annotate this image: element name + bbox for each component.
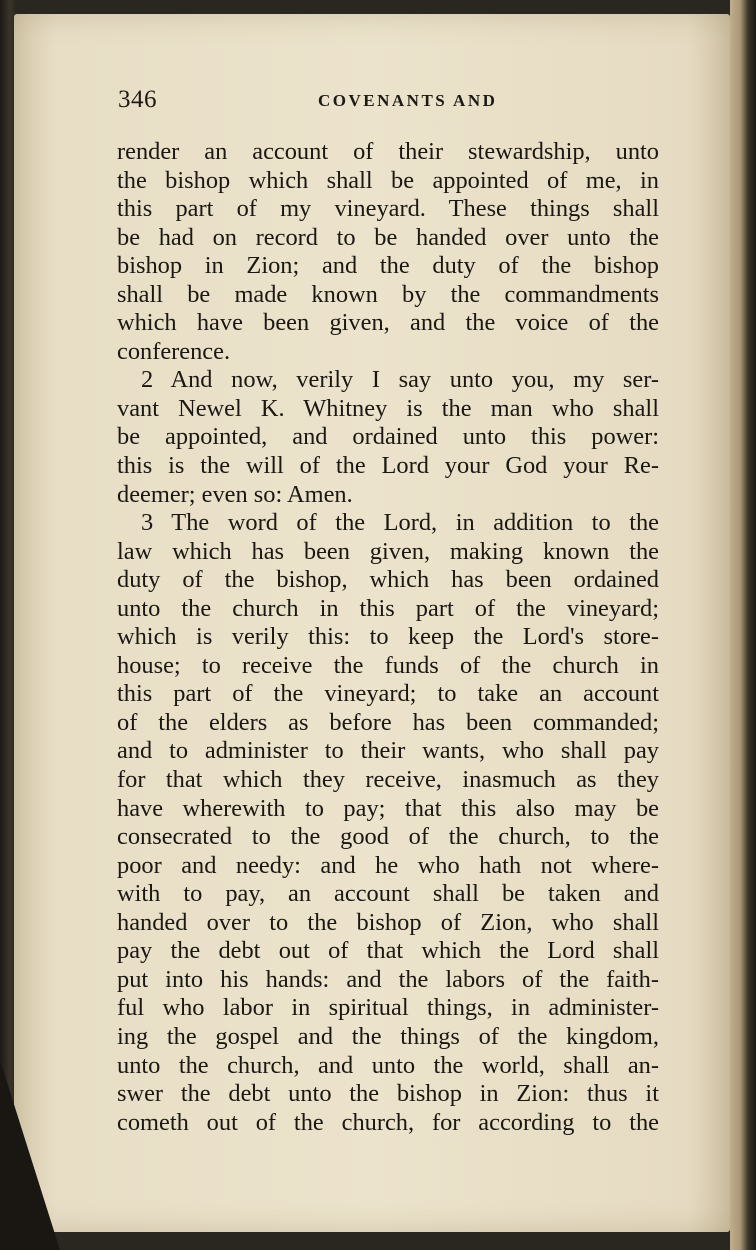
- text-line: poor and needy: and he who hath not where-: [117, 851, 659, 879]
- page-number: 346: [118, 86, 157, 113]
- text-line: have wherewith to pay; that this also may be: [117, 794, 659, 822]
- text-line: bishop in Zion; and the duty of the bishop: [117, 252, 659, 280]
- text-line: be had on record to be handed over unto the: [117, 223, 659, 251]
- text-line: and to administer to their wants, who shall pay: [117, 737, 659, 765]
- text-line: handed over to the bishop of Zion, who shall: [117, 908, 659, 936]
- text-line: which is verily this: to keep the Lord's store-: [117, 623, 659, 651]
- text-line: this part of the vineyard; to take an account: [117, 680, 659, 708]
- text-line: ing the gospel and the things of the kingdom,: [117, 1022, 659, 1050]
- text-line: conference.: [117, 337, 231, 365]
- text-line: with to pay, an account shall be taken and: [117, 880, 659, 908]
- text-line: law which has been given, making known the: [117, 537, 659, 565]
- worn-corner: [0, 1060, 60, 1250]
- page-edge: [730, 0, 756, 1250]
- page-header: [118, 86, 658, 122]
- text-line: duty of the bishop, which has been ordained: [117, 566, 659, 594]
- text-line: ful who labor in spiritual things, in administer-: [117, 994, 659, 1022]
- text-line: of the elders as before has been commanded;: [117, 708, 659, 736]
- text-line: be appointed, and ordained unto this power:: [117, 423, 659, 451]
- text-line: put into his hands: and the labors of the faith-: [117, 965, 659, 993]
- body-text: [117, 138, 659, 1137]
- text-line: deemer; even so: Amen.: [117, 480, 353, 508]
- text-line: pay the debt out of that which the Lord shall: [117, 937, 659, 965]
- text-line: swer the debt unto the bishop in Zion: thus it: [117, 1080, 659, 1108]
- text-line: render an account of their stewardship, unto: [117, 138, 659, 165]
- text-line: consecrated to the good of the church, to the: [117, 823, 659, 851]
- text-line: the bishop which shall be appointed of me, in: [117, 166, 659, 194]
- text-line: house; to receive the funds of the church in: [117, 651, 659, 679]
- text-line: unto the church in this part of the vineyard;: [117, 594, 659, 622]
- text-line: for that which they receive, inasmuch as they: [117, 766, 659, 794]
- text-line: cometh out of the church, for according to the: [117, 1108, 659, 1136]
- running-head: COVENANTS AND: [318, 91, 498, 110]
- text-line: unto the church, and unto the world, shall an-: [117, 1051, 659, 1079]
- text-line: 2 And now, verily I say unto you, my ser-: [141, 366, 659, 394]
- text-line: this part of my vineyard. These things shall: [117, 195, 659, 223]
- text-line: this is the will of the Lord your God your Re-: [117, 452, 659, 480]
- text-line: 3 The word of the Lord, in addition to the: [141, 509, 659, 537]
- text-line: which have been given, and the voice of the: [117, 309, 659, 337]
- text-line: vant Newel K. Whitney is the man who shall: [117, 394, 659, 422]
- text-line: shall be made known by the commandments: [117, 280, 659, 308]
